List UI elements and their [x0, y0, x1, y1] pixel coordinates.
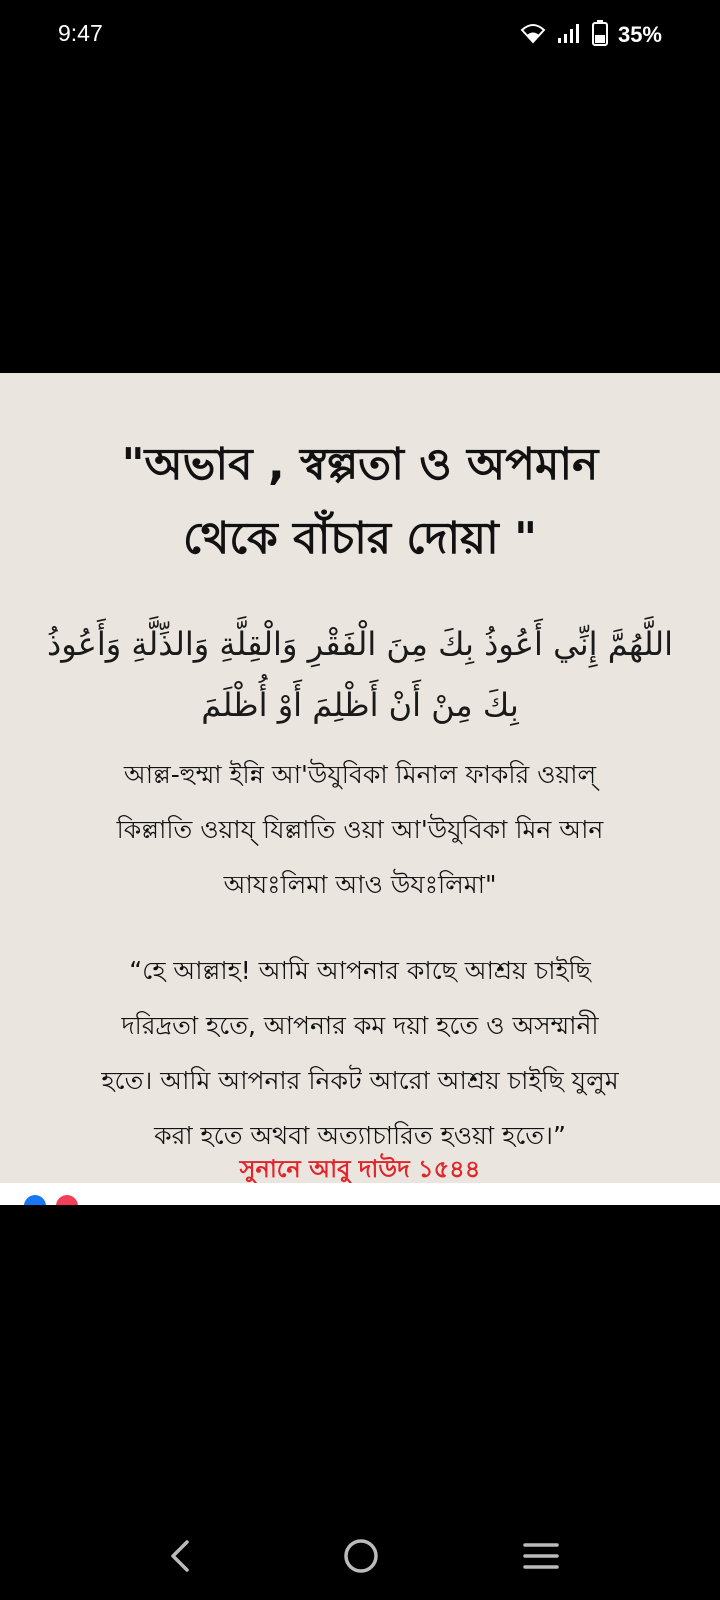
meaning-line: করা হতে অথবা অত্যাচারিত হওয়া হতে।” [154, 1121, 566, 1150]
meaning-line: হতে। আমি আপনার নিকট আরো আশ্রয় চাইছি যুলুম [101, 1066, 619, 1095]
signal-icon [556, 22, 582, 48]
image-content [0, 373, 720, 1183]
battery-percentage: 35% [617, 22, 662, 47]
status-time: 9:47 [58, 20, 103, 46]
title-line: থেকে বাঁচার দোয়া " [182, 513, 538, 564]
meaning-line: দরিদ্রতা হতে, আপনার কম দয়া হতে ও অসম্মানী [121, 1011, 599, 1040]
source-reference: সুনানে আবু দাউদ ১৫৪৪ [239, 1155, 481, 1183]
love-reaction-icon [56, 1195, 78, 1205]
status-icons [520, 20, 662, 50]
wifi-icon [520, 22, 546, 48]
post-footer-strip [0, 1183, 720, 1205]
recents-button[interactable] [511, 1526, 571, 1586]
like-reaction-icon [24, 1195, 46, 1205]
back-icon [165, 1538, 195, 1574]
transliteration-line: আল্ল-হুম্মা ইন্নি আ'উযুবিকা মিনাল ফাকরি ওয়াল্ [123, 760, 597, 789]
arabic-dua-line: اللَّهُمَّ إِنِّي أَعُوذُ بِكَ مِنَ الْفَقْرِ وَالْقِلَّةِ وَالذِّلَّةِ وَأَعُوذُ [47, 625, 673, 663]
title-line: "অভাব , স্বল্পতা ও অপমান [121, 439, 599, 490]
back-button[interactable] [150, 1526, 210, 1586]
home-button[interactable] [331, 1526, 391, 1586]
recents-icon [521, 1538, 561, 1574]
battery-icon [592, 20, 608, 50]
status-bar [0, 0, 720, 70]
navigation-bar [0, 1500, 720, 1600]
home-icon [341, 1536, 381, 1576]
transliteration-line: আযঃলিমা আও উযঃলিমা" [223, 870, 497, 899]
arabic-dua-line: بِكَ مِنْ أَنْ أَظْلِمَ أَوْ أُظْلَمَ [201, 686, 519, 724]
transliteration-line: কিল্লাতি ওয়ায্ যিল্লাতি ওয়া আ'উযুবিকা মিন আন [116, 815, 604, 844]
viewed-image[interactable] [0, 373, 720, 1205]
meaning-line: “হে আল্লাহ! আমি আপনার কাছে আশ্রয় চাইছি [129, 956, 591, 985]
